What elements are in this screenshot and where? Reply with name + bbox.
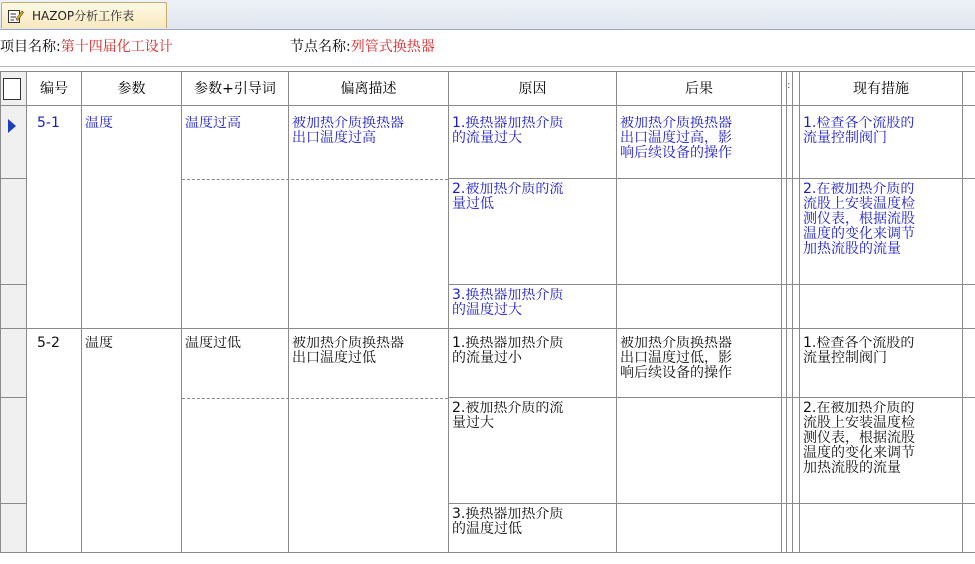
grid-line [0, 178, 26, 179]
cell-cause[interactable]: 2.被加热介质的流 量过低 [452, 182, 564, 212]
cell-measure[interactable]: 2.在被加热介质的 流股上安装温度检 测仪表，根据流股 温度的变化来调节 加热流股的流量 [803, 401, 915, 476]
col-header-deviation[interactable]: 偏离描述 [340, 81, 397, 97]
grid-line [0, 105, 975, 106]
cell-param-guide[interactable]: 温度过高 [185, 116, 241, 131]
grid-line [0, 284, 26, 285]
cell-cause[interactable]: 3.换热器加热介质 的温度过大 [452, 288, 564, 318]
cell-id[interactable]: 5-2 [37, 336, 60, 351]
hidden-column-marker: : [787, 80, 791, 91]
project-name-label: 项目名称: [0, 39, 61, 55]
grid-line [792, 71, 793, 553]
select-all-box[interactable] [3, 78, 21, 100]
tab-label: HAZOP分析工作表 [32, 9, 135, 23]
grid-line [0, 397, 26, 398]
node-name-label: 节点名称: [290, 39, 351, 55]
node-name [290, 36, 435, 56]
cell-id[interactable]: 5-1 [37, 116, 60, 131]
cell-param[interactable]: 温度 [85, 116, 113, 131]
edit-worksheet-icon [8, 9, 24, 23]
grid-line [448, 503, 975, 504]
grid-line [962, 71, 963, 553]
cell-consequence[interactable]: 被加热介质换热器 出口温度过高，影 响后续设备的操作 [620, 116, 732, 161]
grid-line [0, 71, 1, 553]
col-header-id[interactable]: 编号 [40, 81, 68, 97]
grid-line [26, 71, 27, 553]
cell-deviation[interactable]: 被加热介质换热器 出口温度过低 [292, 336, 404, 366]
col-header-consequence[interactable]: 后果 [685, 81, 713, 97]
cell-param[interactable]: 温度 [85, 336, 113, 351]
cell-deviation[interactable]: 被加热介质换热器 出口温度过高 [292, 116, 404, 146]
row-selector-column[interactable] [0, 71, 26, 553]
document-tab-strip [0, 0, 975, 30]
grid-line [0, 552, 975, 553]
grid-line [781, 71, 782, 553]
grid-line [288, 71, 289, 553]
cell-measure[interactable]: 1.检查各个流股的 流量控制阀门 [803, 116, 915, 146]
grid-line [81, 71, 82, 553]
tab-hazop-worksheet[interactable] [1, 2, 167, 28]
grid-line [0, 71, 975, 72]
grid-line [182, 179, 448, 180]
cell-consequence[interactable]: 被加热介质换热器 出口温度过低，影 响后续设备的操作 [620, 336, 732, 381]
header-divider [0, 66, 975, 67]
grid-line [0, 503, 26, 504]
grid-line [448, 178, 975, 179]
grid-line [181, 71, 182, 553]
grid-line [448, 284, 975, 285]
cell-cause[interactable]: 1.换热器加热介质 的流量过大 [452, 116, 564, 146]
cell-param-guide[interactable]: 温度过低 [185, 336, 241, 351]
cell-cause[interactable]: 2.被加热介质的流 量过大 [452, 401, 564, 431]
cell-measure[interactable]: 2.在被加热介质的 流股上安装温度检 测仪表，根据流股 温度的变化来调节 加热流股的流量 [803, 182, 915, 257]
cell-measure[interactable]: 1.检查各个流股的 流量控制阀门 [803, 336, 915, 366]
col-header-measures[interactable]: 现有措施 [853, 81, 909, 97]
project-name-value: 第十四届化工设计 [60, 39, 173, 55]
col-header-param[interactable]: 参数 [117, 81, 146, 97]
node-name-value: 列管式换热器 [350, 39, 435, 55]
grid-line [448, 71, 449, 553]
cell-cause[interactable]: 3.换热器加热介质 的温度过低 [452, 507, 564, 537]
hazop-worksheet-grid[interactable] [0, 71, 975, 553]
grid-line [799, 71, 800, 553]
grid-line [786, 71, 787, 553]
col-header-param-guide[interactable]: 参数+引导词 [194, 81, 276, 97]
cell-cause[interactable]: 1.换热器加热介质 的流量过小 [452, 336, 564, 366]
grid-line [448, 397, 975, 398]
grid-line [182, 398, 448, 399]
col-header-cause[interactable]: 原因 [518, 81, 547, 97]
current-row-pointer-icon [8, 119, 16, 133]
grid-line [616, 71, 617, 553]
project-name [0, 36, 173, 56]
grid-line [0, 328, 975, 329]
